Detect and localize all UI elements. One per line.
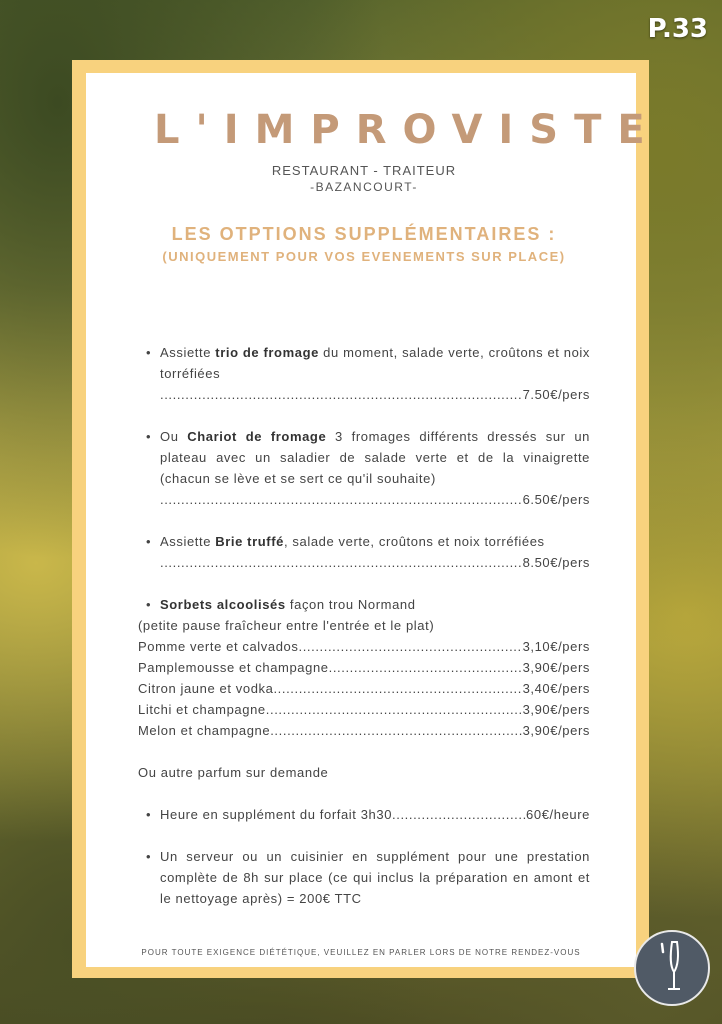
- flavor-label: Pomme verte et calvados: [138, 639, 299, 654]
- staff-item: [138, 846, 590, 909]
- dot-leader: [270, 720, 522, 741]
- option-prefix: Assiette: [160, 345, 216, 360]
- flavor-label: Citron jaune et vodka: [138, 681, 274, 696]
- option-item: [138, 426, 590, 510]
- menu-card: [86, 73, 661, 967]
- option-description: 3 fromages différents dressés sur un plateau avec un saladier de salade verte et de la vinaigrette (chacun se lève et se sert ce qu'il souhaite): [160, 429, 590, 486]
- sorbet-note: (petite pause fraîcheur entre l'entrée et le plat): [138, 618, 435, 633]
- option-prefix: Ou: [160, 429, 188, 444]
- option-item: [138, 342, 590, 405]
- option-prefix: Assiette: [160, 534, 216, 549]
- flavor-price: 3,90€/pers: [522, 723, 590, 738]
- flavor-price: 3,40€/pers: [522, 681, 590, 696]
- wine-glass-icon: [634, 930, 710, 1006]
- flavor-price: 3,90€/pers: [522, 702, 590, 717]
- flavor-price: 3,10€/pers: [522, 639, 590, 654]
- section-title: LES OTPTIONS SUPPLÉMENTAIRES :: [171, 224, 557, 244]
- options-content: [138, 342, 590, 909]
- sorbet-name: Sorbets alcoolisés: [160, 597, 286, 612]
- sorbet-flavors: [138, 615, 590, 741]
- wine-glass-icon-graphic: [636, 932, 708, 1004]
- staff-text: Un serveur ou un cuisinier en supplément pour une prestation complète de 8h sur place (ce qui inclus la préparation en amont et le nettoyage après) = 200€ TTC: [160, 849, 590, 906]
- dot-leader: [160, 552, 523, 573]
- option-item: [138, 531, 590, 573]
- dietary-footer: POUR TOUTE EXIGENCE DIÉTÉTIQUE, VEUILLEZ EN PARLER LORS DE NOTRE RENDEZ-VOUS: [141, 948, 581, 957]
- option-name: Brie truffé: [215, 534, 284, 549]
- options-list: [138, 342, 590, 615]
- flavor-label: Pamplemousse et champagne: [138, 660, 329, 675]
- restaurant-subtitle: RESTAURANT - TRAITEUR: [271, 163, 457, 178]
- extra-hour-label: • Heure en supplément du forfait 3h30: [160, 807, 393, 822]
- option-name: trio de fromage: [215, 345, 319, 360]
- extra-options-list: [138, 804, 590, 909]
- restaurant-location: -BAZANCOURT-: [310, 180, 418, 194]
- option-name: Chariot de fromage: [187, 429, 327, 444]
- extra-hour-price: 60€/heure: [526, 807, 590, 822]
- flavor-row: [138, 636, 590, 657]
- flavor-row: [138, 720, 590, 741]
- option-price: 8.50€/pers: [522, 555, 590, 570]
- option-price: 7.50€/pers: [522, 387, 590, 402]
- dot-leader: [298, 636, 522, 657]
- dot-leader: [160, 384, 523, 405]
- dot-leader: [273, 678, 522, 699]
- extra-hour-item: [138, 804, 590, 825]
- dot-leader: [266, 699, 523, 720]
- flavor-row: [138, 699, 590, 720]
- flavor-label: Melon et champagne: [138, 723, 271, 738]
- section-subtitle: (UNIQUEMENT POUR VOS EVENEMENTS SUR PLACE): [162, 249, 566, 264]
- flavor-row: [138, 678, 590, 699]
- dot-leader: [160, 489, 523, 510]
- dot-leader: [392, 804, 526, 825]
- sorbet-description: façon trou Normand: [285, 597, 416, 612]
- page-number: P.33: [647, 14, 708, 44]
- option-description: , salade verte, croûtons et noix torréfiées: [283, 534, 545, 549]
- option-price: 6.50€/pers: [522, 492, 590, 507]
- flavor-label: Litchi et champagne: [138, 702, 266, 717]
- option-description: du moment, salade verte, croûtons et noix torréfiées: [160, 345, 590, 381]
- dot-leader: [329, 657, 523, 678]
- other-flavor-note: Ou autre parfum sur demande: [138, 765, 329, 780]
- sorbet-item: [138, 594, 590, 615]
- flavor-price: 3,90€/pers: [522, 660, 590, 675]
- restaurant-name: L'IMPROVISTE: [154, 107, 661, 153]
- flavor-row: [138, 657, 590, 678]
